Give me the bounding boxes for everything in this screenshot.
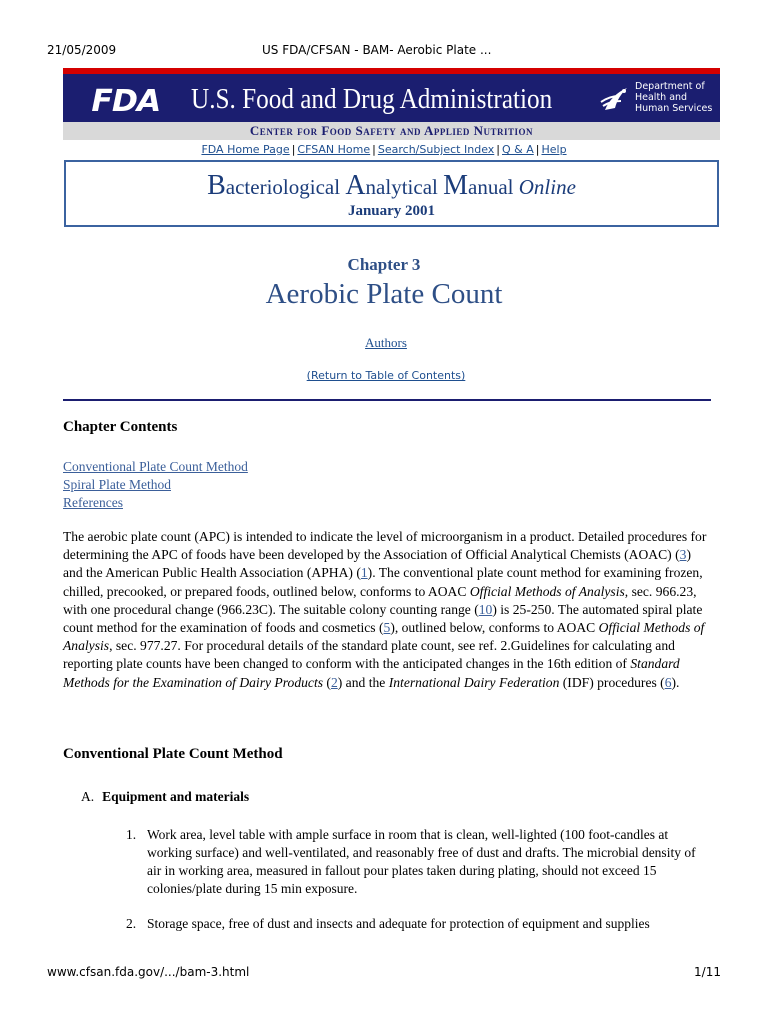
agency-name: U.S. Food and Drug Administration bbox=[191, 84, 553, 115]
list-item: 1. Work area, level table with ample surface in room that is clean, well-lighted (100 foot-candles at working surface) and well-ventilated, and reasonably free of dust and drafts. The microbial density of air in working area, measured in fallout pour plates taken during plating, should not exceed 15 colonies/plate during 15 min exposure. bbox=[126, 827, 696, 896]
nav-fda-home[interactable]: FDA Home Page bbox=[201, 143, 290, 156]
bam-title-box bbox=[64, 160, 719, 227]
print-date: 21/05/2009 bbox=[47, 43, 117, 57]
bam-date: January 2001 bbox=[347, 203, 436, 219]
toc-link-conventional[interactable]: Conventional Plate Count Method bbox=[63, 459, 248, 474]
divider bbox=[63, 399, 711, 401]
ref-link-1[interactable]: 1 bbox=[360, 565, 368, 581]
print-footer-url: www.cfsan.fda.gov/.../bam-3.html bbox=[47, 965, 250, 979]
section-heading: Conventional Plate Count Method bbox=[63, 746, 283, 762]
chapter-contents-heading: Chapter Contents bbox=[63, 419, 178, 435]
bam-title: Bacteriological Analytical Manual Online bbox=[207, 170, 576, 201]
intro-paragraph: The aerobic plate count (APC) is intended to indicate the level of microorganism in a product. Detailed procedures for determining the APC of foods have been developed by the Association of Official Analytical Chemists (AOAC) (3) and the American Public Health Association (APHA) (1). The conventional plate count method for examining frozen, chilled, precooked, or prepared foods, outlined below, conforms to AOAC Official Methods of Analysis, sec. 966.23, with one procedural change (966.23C). The suitable colony counting range (10) is 25-250. The automated spiral plate count method for the examination of foods and cosmetics (5), outlined below, conforms to AOAC Official Methods of Analysis, sec. 977.27. For procedural details of the standard plate count, see ref. 2.Guidelines for calculating and reporting plate counts have been changed to conform with the anticipated changes in the 16th edition of Standard Methods for the Examination of Dairy Products (2) and the International Dairy Federation (IDF) procedures (6). bbox=[63, 529, 707, 690]
ref-link-3[interactable]: 3 bbox=[679, 547, 687, 563]
print-page-title: US FDA/CFSAN - BAM- Aerobic Plate ... bbox=[262, 43, 492, 57]
hhs-eagle-icon bbox=[597, 82, 631, 116]
print-page-number: 1/11 bbox=[694, 965, 721, 979]
cfsan-bar: Center for Food Safety and Applied Nutrition bbox=[63, 122, 720, 140]
chapter-contents-list bbox=[63, 458, 248, 512]
authors-link[interactable]: Authors bbox=[365, 335, 407, 350]
toc-link-references[interactable]: References bbox=[63, 495, 123, 510]
list-item: 2. Storage space, free of dust and insects and adequate for protection of equipment and supplies bbox=[126, 916, 650, 931]
nav-qa[interactable]: Q & A bbox=[502, 143, 534, 156]
ref-link-6[interactable]: 6 bbox=[664, 674, 672, 690]
return-line bbox=[0, 369, 768, 382]
nav-cfsan-home[interactable]: CFSAN Home bbox=[297, 143, 371, 156]
toc-link-spiral[interactable]: Spiral Plate Method bbox=[63, 477, 171, 492]
hhs-label: Department of Health and Human Services bbox=[635, 81, 713, 114]
nav-help[interactable]: Help bbox=[541, 143, 567, 156]
ref-link-2[interactable]: 2 bbox=[330, 674, 338, 690]
ref-link-10[interactable]: 10 bbox=[478, 601, 493, 617]
fda-banner[interactable] bbox=[63, 68, 720, 122]
nav-search-index[interactable]: Search/Subject Index bbox=[377, 143, 495, 156]
subsection-heading: A. Equipment and materials bbox=[81, 789, 250, 804]
chapter-label: Chapter 3 bbox=[347, 255, 421, 274]
page-title: Aerobic Plate Count bbox=[265, 278, 503, 310]
ref-link-5[interactable]: 5 bbox=[383, 620, 391, 636]
authors-line bbox=[0, 335, 768, 351]
top-nav: FDA Home Page | CFSAN Home | Search/Subject Index | Q & A | Help bbox=[201, 143, 567, 156]
return-toc-link[interactable]: (Return to Table of Contents) bbox=[306, 369, 466, 382]
fda-logo: FDA bbox=[91, 84, 161, 119]
